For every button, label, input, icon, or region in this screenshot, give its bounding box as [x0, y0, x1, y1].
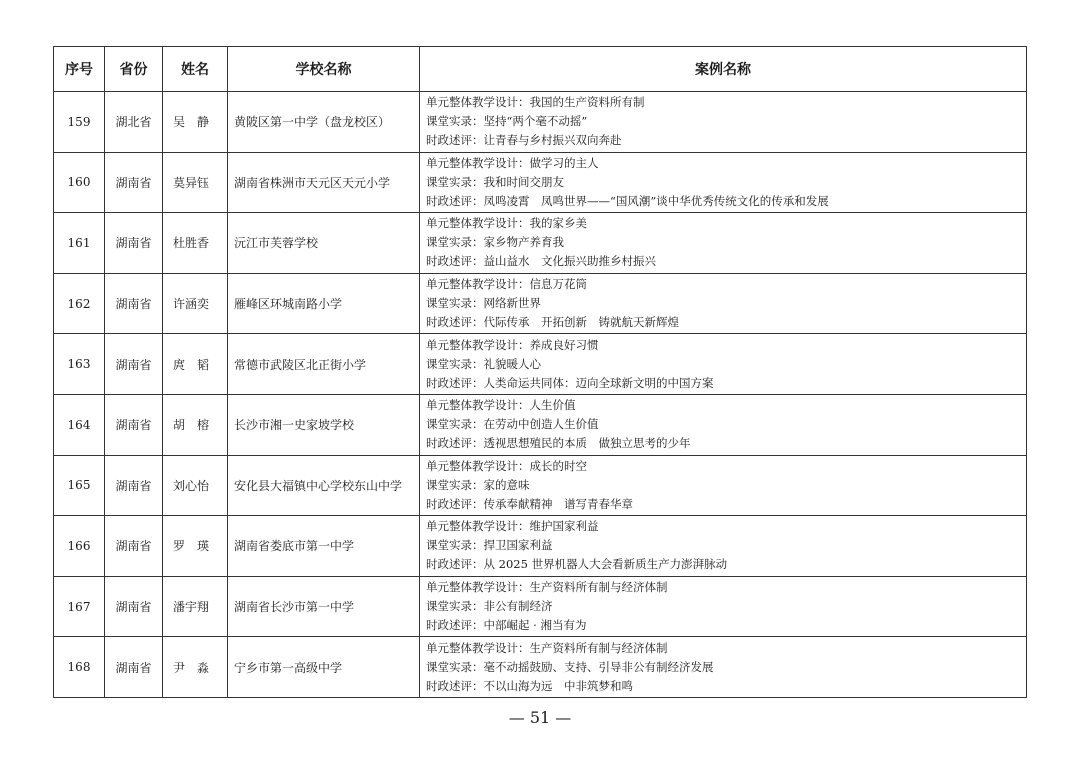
table-row — [54, 152, 1027, 213]
cell-no: 166 — [54, 516, 105, 577]
table-row — [54, 213, 1027, 274]
case-design: 单元整体教学设计：人生价值 — [426, 398, 576, 413]
cell-province: 湖南省 — [105, 576, 163, 637]
cell-province: 湖南省 — [105, 152, 163, 213]
case-record: 课堂实录：毫不动摇鼓励、支持、引导非公有制经济发展 — [426, 659, 714, 674]
cell-name: 吴 静 — [163, 92, 228, 153]
case-commentary: 时政述评：透视思想殖民的本质 做独立思考的少年 — [426, 436, 691, 451]
case-design: 单元整体教学设计：生产资料所有制与经济体制 — [426, 640, 668, 655]
cell-province: 湖南省 — [105, 394, 163, 455]
cell-no: 165 — [54, 455, 105, 516]
case-design: 单元整体教学设计：成长的时空 — [426, 458, 587, 473]
case-commentary: 时政述评：益山益水 文化振兴助推乡村振兴 — [426, 254, 656, 269]
case-design: 单元整体教学设计：信息万花筒 — [426, 277, 587, 292]
table-row — [54, 92, 1027, 153]
cell-province: 湖南省 — [105, 516, 163, 577]
table-header-row — [54, 47, 1027, 92]
cell-name: 许涵奕 — [163, 273, 228, 334]
case-commentary: 时政述评：代际传承 开拓创新 铸就航天新辉煌 — [426, 315, 679, 330]
cell-name: 胡 榕 — [163, 394, 228, 455]
case-design: 单元整体教学设计：维护国家利益 — [426, 519, 599, 534]
case-design: 单元整体教学设计：做学习的主人 — [426, 155, 599, 170]
cell-case — [420, 394, 1027, 455]
cell-province: 湖南省 — [105, 334, 163, 395]
cell-no: 168 — [54, 637, 105, 698]
table-row — [54, 455, 1027, 516]
cell-school: 雁峰区环城南路小学 — [228, 273, 420, 334]
table-row — [54, 394, 1027, 455]
header-name: 姓名 — [163, 47, 228, 92]
case-commentary: 时政述评：传承奉献精神 谱写青春华章 — [426, 496, 633, 511]
case-record: 课堂实录：家乡物产养育我 — [426, 235, 564, 250]
cell-school: 湖南省长沙市第一中学 — [228, 576, 420, 637]
cell-school: 常德市武陵区北正街小学 — [228, 334, 420, 395]
header-no: 序号 — [54, 47, 105, 92]
case-design: 单元整体教学设计：生产资料所有制与经济体制 — [426, 580, 668, 595]
table-row — [54, 273, 1027, 334]
cell-case — [420, 516, 1027, 577]
cell-no: 161 — [54, 213, 105, 274]
cell-name: 罗 瑛 — [163, 516, 228, 577]
cell-school: 宁乡市第一高级中学 — [228, 637, 420, 698]
case-design: 单元整体教学设计：我国的生产资料所有制 — [426, 95, 645, 110]
case-record: 课堂实录：捍卫国家利益 — [426, 538, 553, 553]
table-row — [54, 576, 1027, 637]
cell-name: 潘宇翔 — [163, 576, 228, 637]
case-record: 课堂实录：在劳动中创造人生价值 — [426, 417, 599, 432]
page-number: — 51 — — [508, 708, 572, 727]
table-row — [54, 334, 1027, 395]
table-row — [54, 637, 1027, 698]
header-school: 学校名称 — [228, 47, 420, 92]
cell-province: 湖北省 — [105, 92, 163, 153]
cell-school: 长沙市湘一史家坡学校 — [228, 394, 420, 455]
case-table — [53, 46, 1027, 698]
cell-case — [420, 213, 1027, 274]
cell-no: 162 — [54, 273, 105, 334]
cell-case — [420, 92, 1027, 153]
cell-case — [420, 637, 1027, 698]
cell-province: 湖南省 — [105, 273, 163, 334]
case-record: 课堂实录：家的意味 — [426, 477, 530, 492]
cell-school: 安化县大福镇中心学校东山中学 — [228, 455, 420, 516]
case-design: 单元整体教学设计：养成良好习惯 — [426, 337, 599, 352]
cell-province: 湖南省 — [105, 455, 163, 516]
case-commentary: 时政述评：让青春与乡村振兴双向奔赴 — [426, 133, 622, 148]
case-record: 课堂实录：坚持“两个毫不动摇” — [426, 114, 588, 129]
cell-name: 刘心怡 — [163, 455, 228, 516]
case-commentary: 时政述评：不以山海为远 中非筑梦和鸣 — [426, 678, 633, 693]
case-commentary: 时政述评：人类命运共同体：迈向全球新文明的中国方案 — [426, 375, 714, 390]
case-design: 单元整体教学设计：我的家乡美 — [426, 216, 587, 231]
cell-school: 湖南省株洲市天元区天元小学 — [228, 152, 420, 213]
cell-case — [420, 576, 1027, 637]
cell-case — [420, 334, 1027, 395]
table-row — [54, 516, 1027, 577]
table-body — [54, 92, 1027, 698]
cell-no: 160 — [54, 152, 105, 213]
cell-name: 莫异钰 — [163, 152, 228, 213]
cell-no: 164 — [54, 394, 105, 455]
cell-no: 167 — [54, 576, 105, 637]
cell-case — [420, 455, 1027, 516]
header-province: 省份 — [105, 47, 163, 92]
cell-name: 庹 韬 — [163, 334, 228, 395]
cell-name: 杜胜香 — [163, 213, 228, 274]
case-record: 课堂实录：礼貌暖人心 — [426, 356, 541, 371]
case-record: 课堂实录：我和时间交朋友 — [426, 174, 564, 189]
header-case: 案例名称 — [420, 47, 1027, 92]
cell-school: 黄陂区第一中学（盘龙校区） — [228, 92, 420, 153]
case-record: 课堂实录：非公有制经济 — [426, 599, 553, 614]
cell-no: 163 — [54, 334, 105, 395]
case-commentary: 时政述评：中部崛起 · 湘当有为 — [426, 618, 587, 633]
cell-case — [420, 273, 1027, 334]
case-commentary: 时政述评：从 2025 世界机器人大会看新质生产力澎湃脉动 — [426, 557, 728, 572]
cell-school: 沅江市芙蓉学校 — [228, 213, 420, 274]
cell-school: 湖南省娄底市第一中学 — [228, 516, 420, 577]
cell-name: 尹 淼 — [163, 637, 228, 698]
cell-province: 湖南省 — [105, 637, 163, 698]
cell-province: 湖南省 — [105, 213, 163, 274]
case-record: 课堂实录：网络新世界 — [426, 296, 541, 311]
cell-case — [420, 152, 1027, 213]
case-commentary: 时政述评：凤鸣凌霄 凤鸣世界——“国风潮”谈中华优秀传统文化的传承和发展 — [426, 193, 829, 208]
cell-no: 159 — [54, 92, 105, 153]
